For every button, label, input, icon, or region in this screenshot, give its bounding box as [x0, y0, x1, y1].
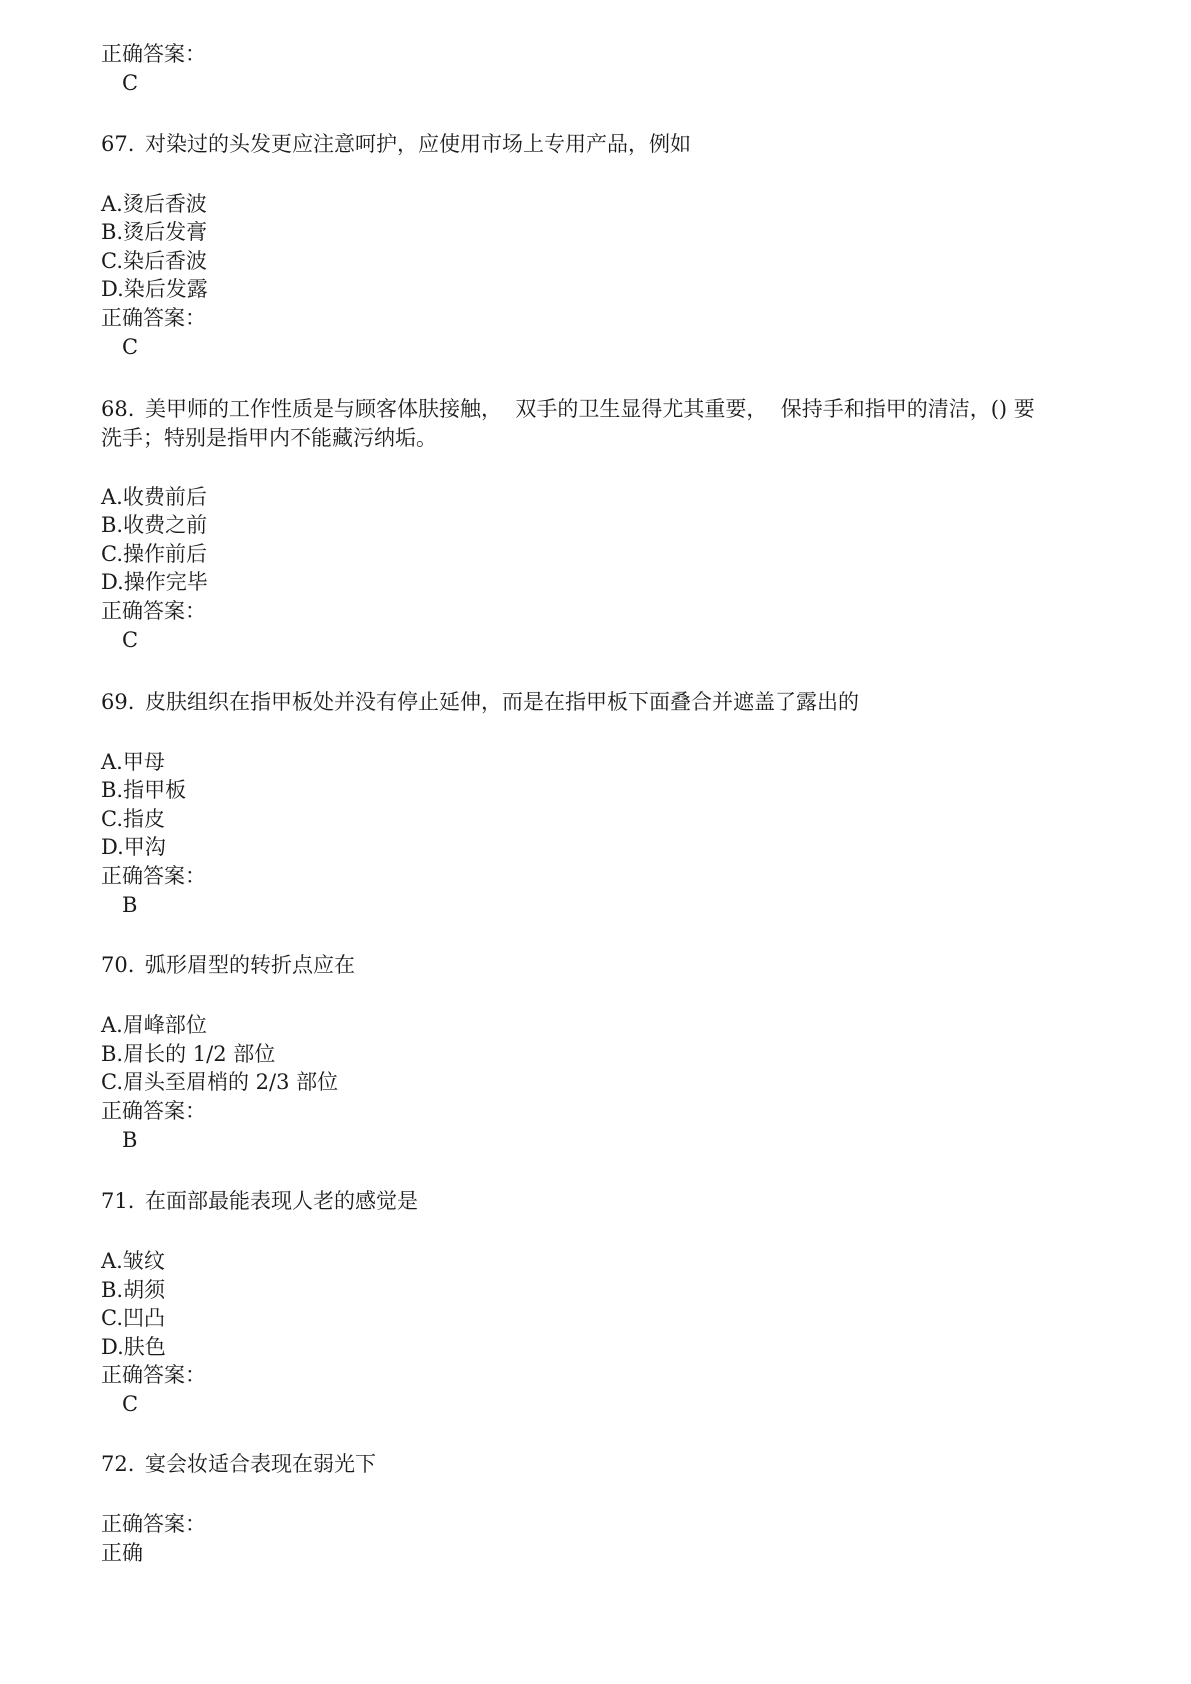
answer-value: C [122, 628, 139, 652]
option-d: D.染后发露 [101, 277, 208, 301]
option-d: D.操作完毕 [101, 570, 208, 594]
question-text-continued: 洗手；特别是指甲内不能藏污纳垢。 [101, 426, 437, 450]
option-b: B.收费之前 [101, 513, 208, 537]
option-c: C.染后香波 [101, 249, 207, 273]
question-number: 69. [101, 690, 135, 714]
question-number: 72. [101, 1452, 135, 1476]
question-text: 在面部最能表现人老的感觉是 [145, 1189, 418, 1213]
answer-value: B [122, 1128, 138, 1152]
answer-value: 正确 [101, 1541, 143, 1565]
answer-value: B [122, 893, 138, 917]
question-number: 71. [101, 1189, 135, 1213]
option-a: A.皱纹 [101, 1249, 165, 1273]
answer-label: 正确答案： [101, 1363, 206, 1387]
option-b: B.胡须 [101, 1278, 166, 1302]
answer-label: 正确答案： [101, 42, 206, 66]
option-c: C.指皮 [101, 807, 165, 831]
answer-label: 正确答案： [101, 864, 206, 888]
question-number: 68. [101, 397, 135, 421]
option-a: A.甲母 [101, 750, 165, 774]
option-a: A.收费前后 [101, 485, 207, 509]
answer-value: C [122, 1392, 139, 1416]
question-number: 67. [101, 132, 135, 156]
option-c: C.凹凸 [101, 1306, 165, 1330]
answer-value: C [122, 335, 139, 359]
option-a: A.眉峰部位 [101, 1013, 207, 1037]
question-text: 弧形眉型的转折点应在 [145, 953, 355, 977]
option-d: D.甲沟 [101, 835, 166, 859]
answer-label: 正确答案： [101, 1512, 206, 1536]
question-text: 皮肤组织在指甲板处并没有停止延伸，而是在指甲板下面叠合并遮盖了露出的 [145, 690, 859, 714]
answer-label: 正确答案： [101, 599, 206, 623]
answer-value: C [122, 71, 139, 95]
option-c: C.操作前后 [101, 542, 207, 566]
answer-label: 正确答案： [101, 306, 206, 330]
question-text: 宴会妆适合表现在弱光下 [145, 1452, 376, 1476]
option-a: A.烫后香波 [101, 192, 207, 216]
option-b: B.烫后发膏 [101, 220, 208, 244]
question-text: 美甲师的工作性质是与顾客体肤接触， 双手的卫生显得尤其重要， 保持手和指甲的清洁，() 要 [145, 397, 1035, 421]
option-c: C.眉头至眉梢的 2/3 部位 [101, 1070, 339, 1094]
answer-label: 正确答案： [101, 1099, 206, 1123]
question-number: 70. [101, 953, 135, 977]
option-d: D.肤色 [101, 1335, 166, 1359]
option-b: B.指甲板 [101, 778, 187, 802]
question-text: 对染过的头发更应注意呵护，应使用市场上专用产品，例如 [145, 132, 691, 156]
option-b: B.眉长的 1/2 部位 [101, 1042, 276, 1066]
